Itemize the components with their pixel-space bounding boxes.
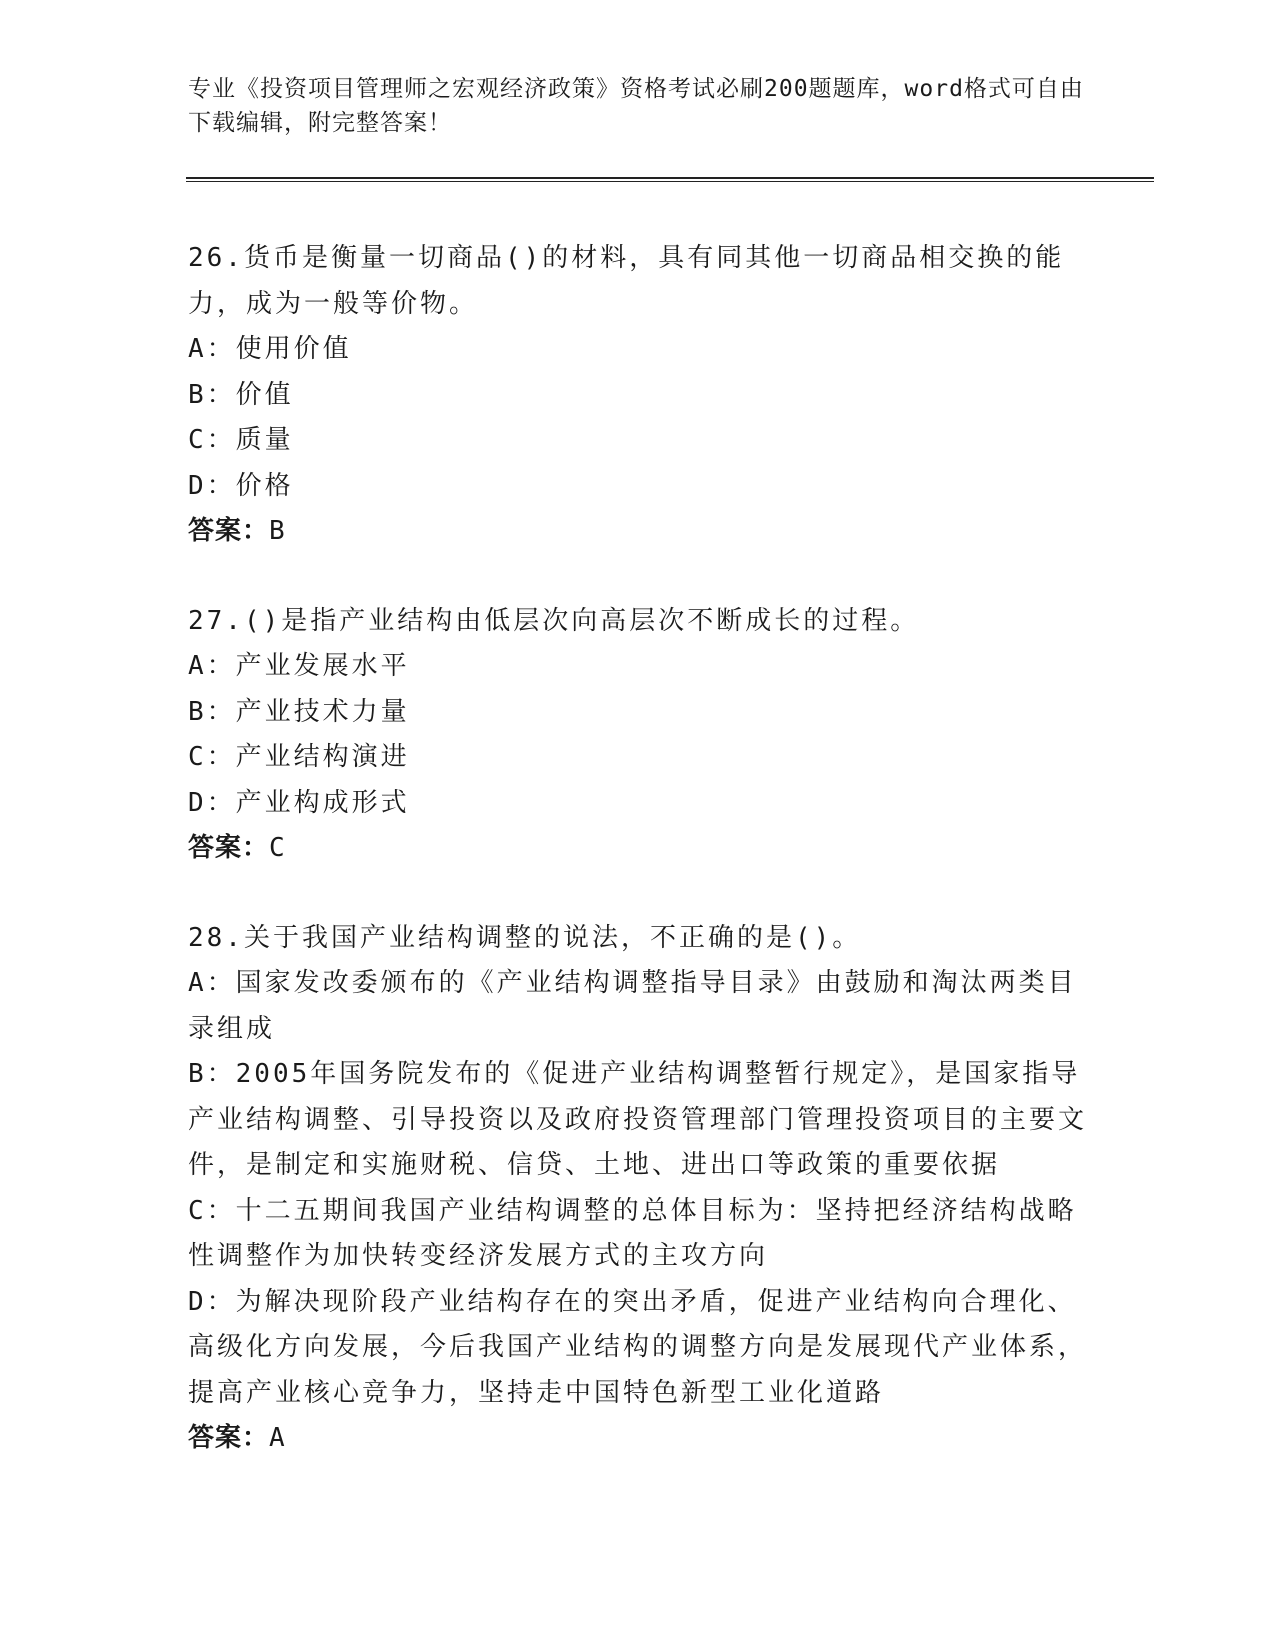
option-b: B：产业技术力量: [188, 696, 410, 727]
answer: [188, 509, 1088, 555]
option-c: C：十二五期间我国产业结构调整的总体目标为：坚持把经济结构战略性调整作为加快转变经济发展方式的主攻方向: [188, 1195, 1077, 1271]
question-stem: 26.货币是衡量一切商品()的材料，具有同其他一切商品相交换的能力，成为一般等价物。: [188, 243, 1065, 319]
option-a: A：使用价值: [188, 334, 352, 364]
option-b: B：价值: [188, 379, 294, 410]
option-a: A：国家发改委颁布的《产业结构调整指导目录》由鼓励和淘汰两类目录组成: [188, 968, 1077, 1044]
answer: [188, 1416, 1088, 1462]
question-28: [188, 916, 1088, 1462]
answer: [188, 826, 1088, 872]
question-27: [188, 599, 1088, 872]
option-d: D：产业构成形式: [188, 787, 410, 818]
option-d: D：价格: [188, 470, 294, 501]
question-list: [188, 236, 1088, 1506]
option-b: B：2005年国务院发布的《促进产业结构调整暂行规定》，是国家指导产业结构调整、引导投资以及政府投资管理部门管理投资项目的主要文件，是制定和实施财税、信贷、土地、进出口等政策的重要依据: [188, 1059, 1088, 1180]
option-a: A：产业发展水平: [188, 651, 410, 681]
question-stem: 27.()是指产业结构由低层次向高层次不断成长的过程。: [188, 605, 920, 636]
answer-value: C: [269, 833, 286, 863]
option-c: C：质量: [188, 425, 294, 455]
document-header: 专业《投资项目管理师之宏观经济政策》资格考试必刷200题题库，word格式可自由下载编辑，附完整答案！: [188, 76, 1084, 136]
answer-value: A: [269, 1423, 286, 1453]
answer-label: 答案：: [188, 833, 270, 863]
option-c: C：产业结构演进: [188, 742, 410, 772]
option-d: D：为解决现阶段产业结构存在的突出矛盾，促进产业结构向合理化、高级化方向发展，今后我国产业结构的调整方向是发展现代产业体系，提高产业核心竞争力，坚持走中国特色新型工业化道路: [188, 1286, 1088, 1408]
answer-label: 答案：: [188, 516, 270, 546]
question-stem: 28.关于我国产业结构调整的说法，不正确的是()。: [188, 922, 862, 953]
question-26: [188, 236, 1088, 555]
answer-value: B: [269, 516, 286, 546]
answer-label: 答案：: [188, 1423, 270, 1453]
header-divider: [186, 177, 1154, 182]
